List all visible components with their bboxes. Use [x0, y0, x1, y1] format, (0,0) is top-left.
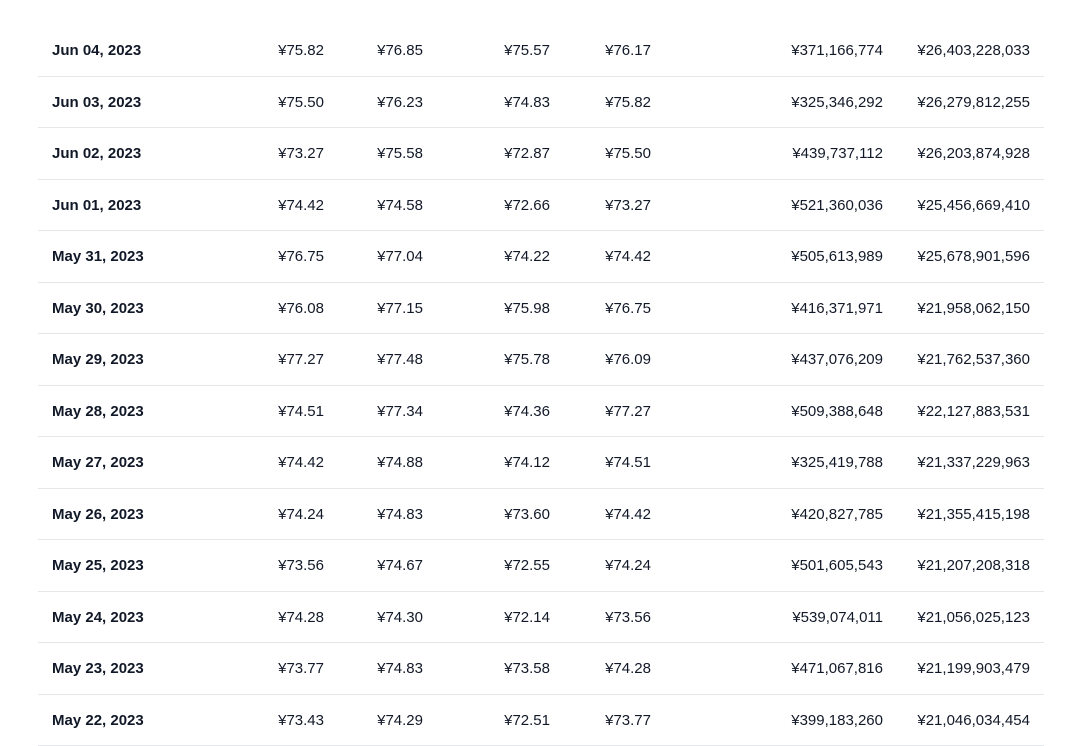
table-row	[38, 128, 1044, 180]
close-price-cell: ¥74.42	[605, 231, 651, 283]
historical-data-table	[38, 25, 1044, 746]
high-price-cell: ¥76.23	[377, 77, 423, 129]
market-cap-cell: ¥21,958,062,150	[917, 283, 1030, 335]
date-cell: May 28, 2023	[52, 386, 144, 438]
volume-cell: ¥539,074,011	[792, 592, 883, 644]
table-row	[38, 283, 1044, 335]
market-cap-cell: ¥25,456,669,410	[917, 180, 1030, 232]
high-price-cell: ¥77.04	[377, 231, 423, 283]
market-cap-cell: ¥21,337,229,963	[917, 437, 1030, 489]
open-price-cell: ¥73.77	[278, 643, 324, 695]
low-price-cell: ¥75.78	[504, 334, 550, 386]
volume-cell: ¥325,419,788	[791, 437, 883, 489]
date-cell: May 27, 2023	[52, 437, 144, 489]
open-price-cell: ¥73.43	[278, 695, 324, 746]
close-price-cell: ¥73.56	[605, 592, 651, 644]
volume-cell: ¥399,183,260	[791, 695, 883, 746]
high-price-cell: ¥74.83	[377, 643, 423, 695]
volume-cell: ¥501,605,543	[791, 540, 883, 592]
close-price-cell: ¥75.82	[605, 77, 651, 129]
market-cap-cell: ¥26,403,228,033	[917, 25, 1030, 77]
close-price-cell: ¥74.28	[605, 643, 651, 695]
close-price-cell: ¥74.42	[605, 489, 651, 541]
volume-cell: ¥420,827,785	[791, 489, 883, 541]
date-cell: May 30, 2023	[52, 283, 144, 335]
open-price-cell: ¥77.27	[278, 334, 324, 386]
low-price-cell: ¥73.58	[504, 643, 550, 695]
low-price-cell: ¥72.51	[504, 695, 550, 746]
market-cap-cell: ¥21,046,034,454	[917, 695, 1030, 746]
market-cap-cell: ¥26,279,812,255	[917, 77, 1030, 129]
high-price-cell: ¥77.34	[377, 386, 423, 438]
date-cell: Jun 04, 2023	[52, 25, 141, 77]
volume-cell: ¥416,371,971	[791, 283, 883, 335]
open-price-cell: ¥74.24	[278, 489, 324, 541]
close-price-cell: ¥76.17	[605, 25, 651, 77]
date-cell: May 26, 2023	[52, 489, 144, 541]
open-price-cell: ¥74.42	[278, 437, 324, 489]
table-row	[38, 180, 1044, 232]
low-price-cell: ¥73.60	[504, 489, 550, 541]
open-price-cell: ¥75.82	[278, 25, 324, 77]
table-row	[38, 386, 1044, 438]
volume-cell: ¥505,613,989	[791, 231, 883, 283]
market-cap-cell: ¥26,203,874,928	[917, 128, 1030, 180]
high-price-cell: ¥76.85	[377, 25, 423, 77]
close-price-cell: ¥76.09	[605, 334, 651, 386]
date-cell: Jun 01, 2023	[52, 180, 141, 232]
table-row	[38, 489, 1044, 541]
close-price-cell: ¥73.77	[605, 695, 651, 746]
table-row	[38, 592, 1044, 644]
close-price-cell: ¥74.24	[605, 540, 651, 592]
market-cap-cell: ¥25,678,901,596	[917, 231, 1030, 283]
date-cell: Jun 03, 2023	[52, 77, 141, 129]
high-price-cell: ¥74.29	[377, 695, 423, 746]
date-cell: Jun 02, 2023	[52, 128, 141, 180]
table-row	[38, 643, 1044, 695]
low-price-cell: ¥74.22	[504, 231, 550, 283]
low-price-cell: ¥74.36	[504, 386, 550, 438]
high-price-cell: ¥77.15	[377, 283, 423, 335]
volume-cell: ¥521,360,036	[791, 180, 883, 232]
market-cap-cell: ¥21,762,537,360	[917, 334, 1030, 386]
open-price-cell: ¥76.08	[278, 283, 324, 335]
high-price-cell: ¥75.58	[377, 128, 423, 180]
high-price-cell: ¥77.48	[377, 334, 423, 386]
volume-cell: ¥325,346,292	[791, 77, 883, 129]
date-cell: May 31, 2023	[52, 231, 144, 283]
date-cell: May 24, 2023	[52, 592, 144, 644]
close-price-cell: ¥75.50	[605, 128, 651, 180]
date-cell: May 25, 2023	[52, 540, 144, 592]
market-cap-cell: ¥22,127,883,531	[917, 386, 1030, 438]
volume-cell: ¥439,737,112	[792, 128, 883, 180]
table-row	[38, 695, 1044, 746]
low-price-cell: ¥72.14	[504, 592, 550, 644]
open-price-cell: ¥74.28	[278, 592, 324, 644]
open-price-cell: ¥73.56	[278, 540, 324, 592]
low-price-cell: ¥74.83	[504, 77, 550, 129]
close-price-cell: ¥77.27	[605, 386, 651, 438]
open-price-cell: ¥74.42	[278, 180, 324, 232]
date-cell: May 29, 2023	[52, 334, 144, 386]
close-price-cell: ¥76.75	[605, 283, 651, 335]
market-cap-cell: ¥21,207,208,318	[917, 540, 1030, 592]
open-price-cell: ¥75.50	[278, 77, 324, 129]
open-price-cell: ¥73.27	[278, 128, 324, 180]
low-price-cell: ¥72.87	[504, 128, 550, 180]
high-price-cell: ¥74.30	[377, 592, 423, 644]
close-price-cell: ¥74.51	[605, 437, 651, 489]
volume-cell: ¥509,388,648	[791, 386, 883, 438]
date-cell: May 23, 2023	[52, 643, 144, 695]
high-price-cell: ¥74.67	[377, 540, 423, 592]
market-cap-cell: ¥21,355,415,198	[917, 489, 1030, 541]
volume-cell: ¥437,076,209	[791, 334, 883, 386]
close-price-cell: ¥73.27	[605, 180, 651, 232]
open-price-cell: ¥76.75	[278, 231, 324, 283]
high-price-cell: ¥74.58	[377, 180, 423, 232]
market-cap-cell: ¥21,056,025,123	[917, 592, 1030, 644]
table-row	[38, 77, 1044, 129]
low-price-cell: ¥75.98	[504, 283, 550, 335]
volume-cell: ¥371,166,774	[791, 25, 883, 77]
market-cap-cell: ¥21,199,903,479	[917, 643, 1030, 695]
table-row	[38, 540, 1044, 592]
low-price-cell: ¥74.12	[504, 437, 550, 489]
table-row	[38, 231, 1044, 283]
high-price-cell: ¥74.88	[377, 437, 423, 489]
date-cell: May 22, 2023	[52, 695, 144, 746]
volume-cell: ¥471,067,816	[791, 643, 883, 695]
table-row	[38, 334, 1044, 386]
low-price-cell: ¥72.66	[504, 180, 550, 232]
table-row	[38, 25, 1044, 77]
table-row	[38, 437, 1044, 489]
low-price-cell: ¥75.57	[504, 25, 550, 77]
high-price-cell: ¥74.83	[377, 489, 423, 541]
open-price-cell: ¥74.51	[278, 386, 324, 438]
low-price-cell: ¥72.55	[504, 540, 550, 592]
